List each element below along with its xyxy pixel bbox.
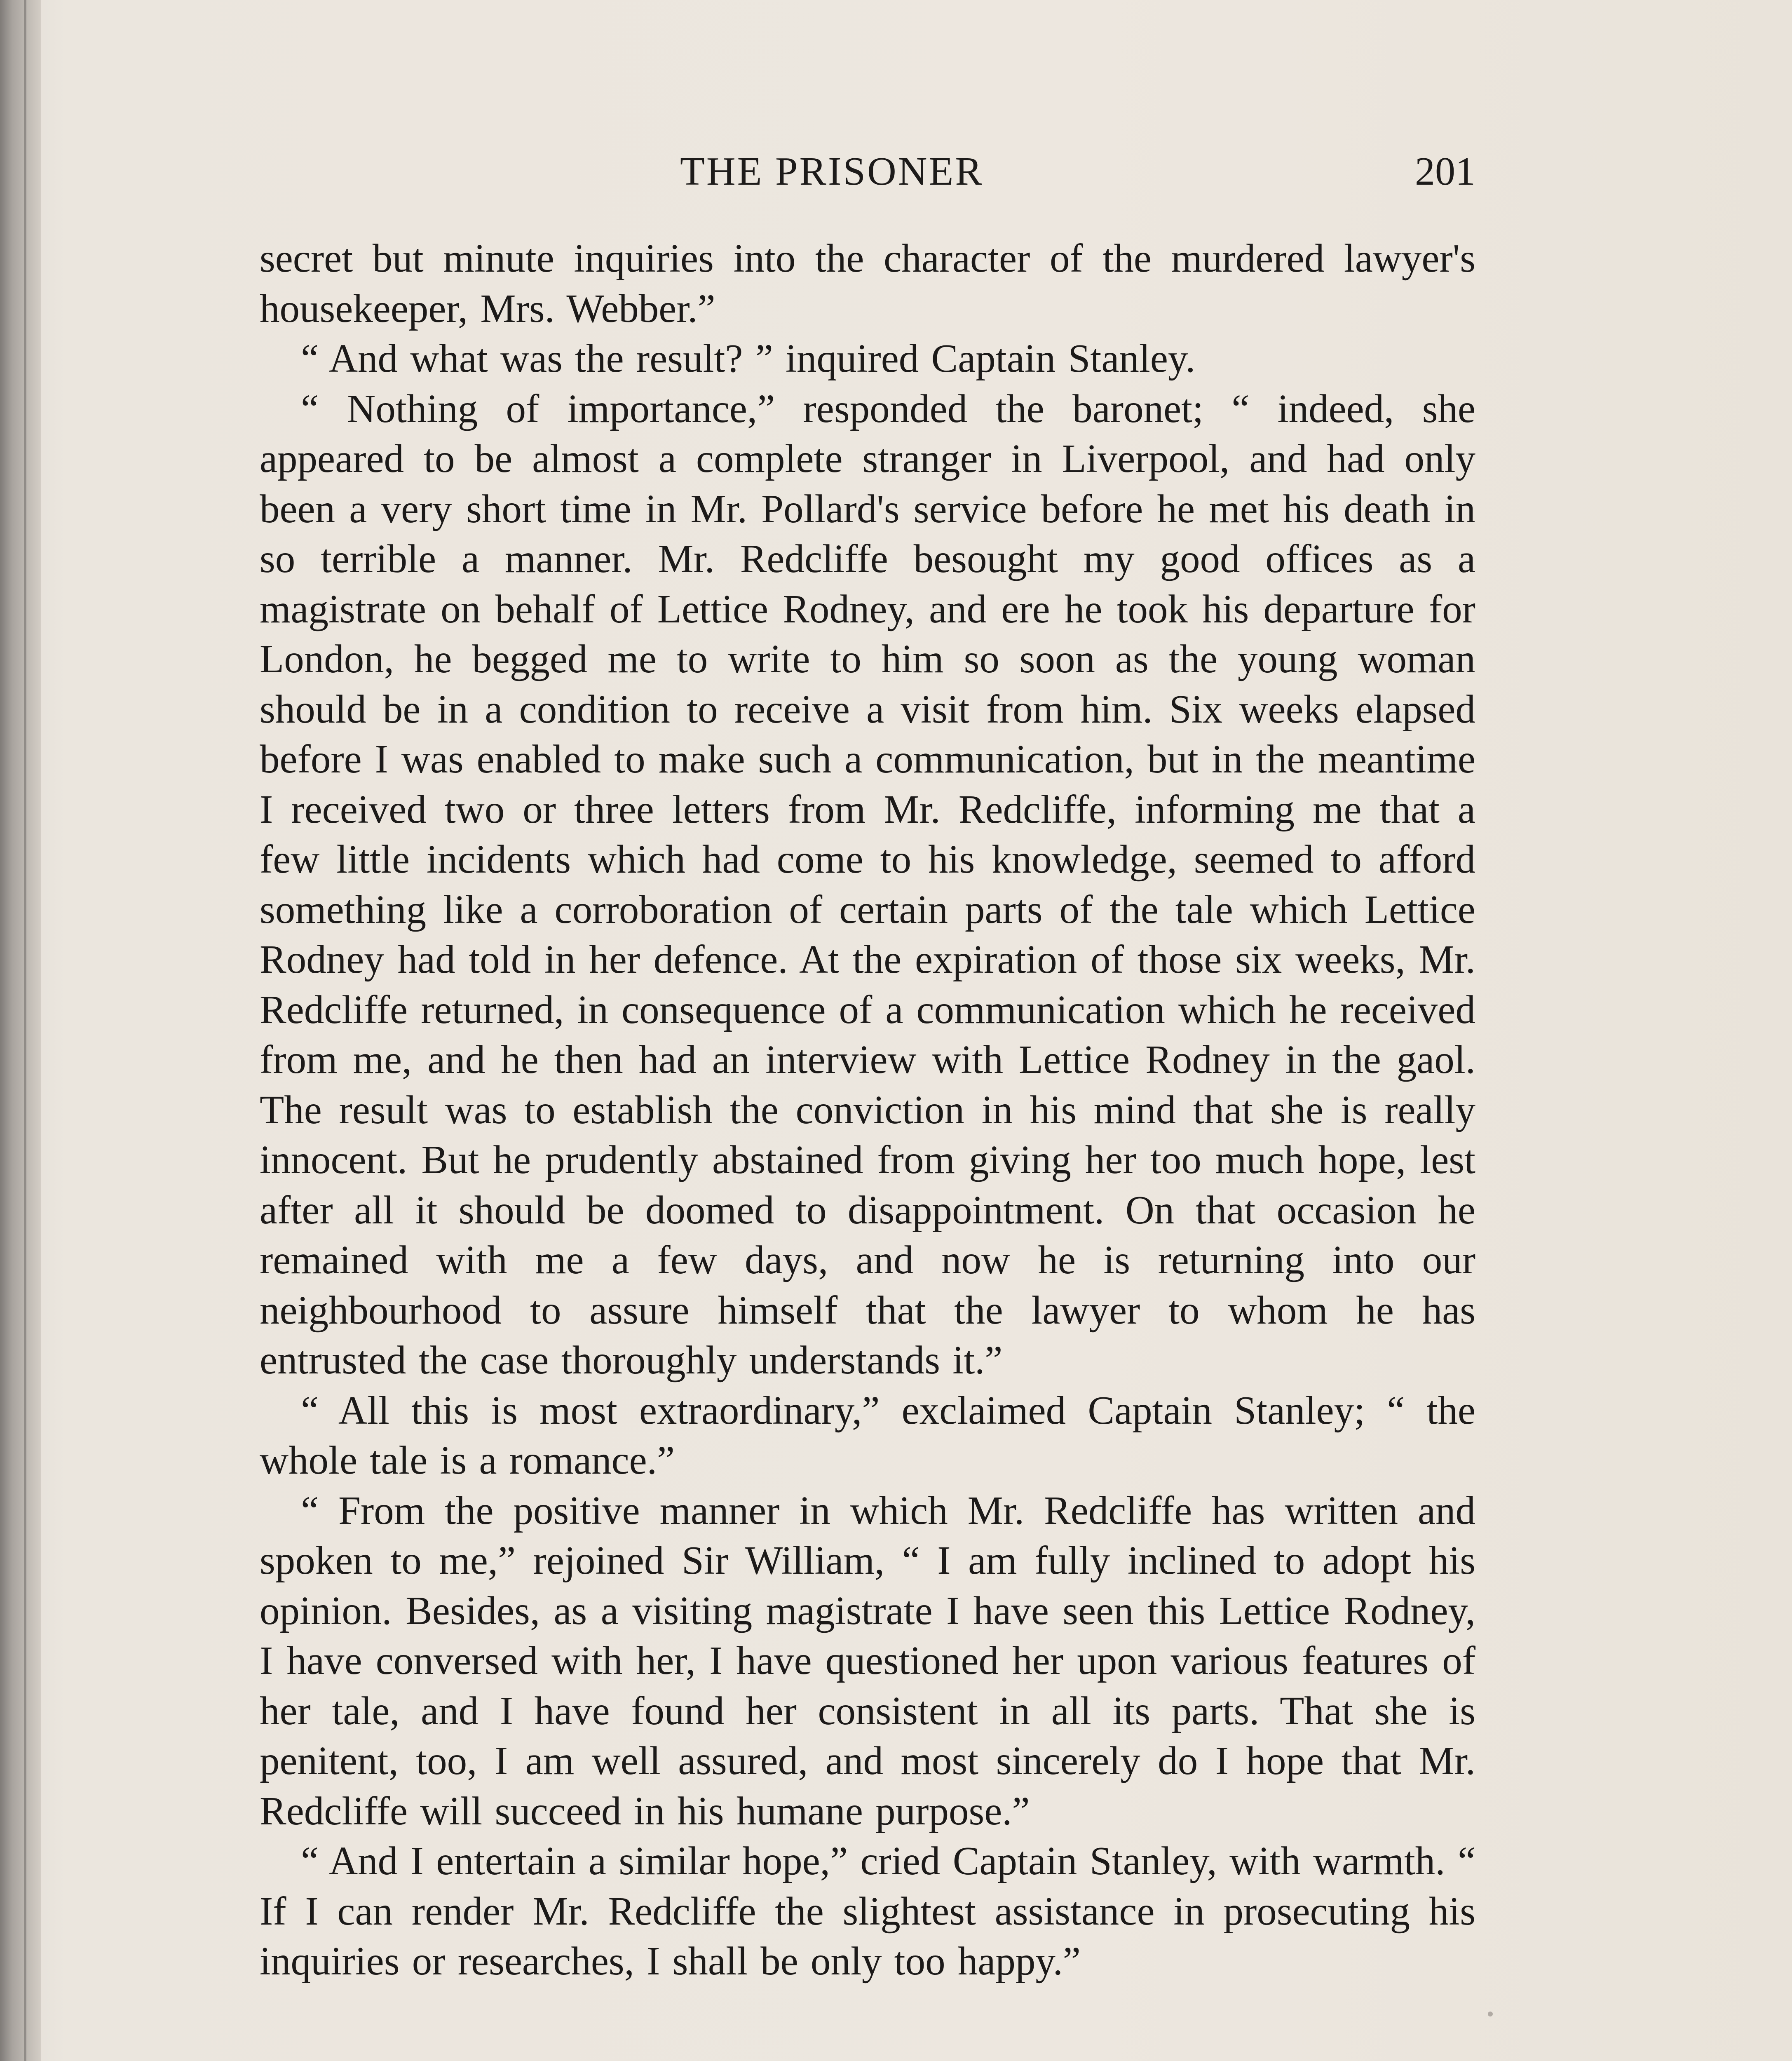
page-gutter	[0, 0, 41, 2061]
page-number: 201	[1415, 149, 1475, 194]
page-header	[260, 148, 1475, 202]
body-text	[260, 233, 1475, 1986]
paragraph: “ All this is most extraordinary,” exclaimed Captain Stanley; “ the whole tale is a romance.”	[260, 1388, 1475, 1482]
paragraph: “ And what was the result? ” inquired Captain Stanley.	[301, 336, 1196, 380]
paragraph: secret but minute inquiries into the character of the murdered lawyer's housekeeper, Mrs. Webber.”	[260, 236, 1475, 331]
paragraph: “ Nothing of importance,” responded the baronet; “ indeed, she appeared to be almost a complete stranger in Liverpool, and had only been a very short time in Mr. Pollard's service before he met his death in so terrible a manner. Mr. Redcliffe besought my good offices as a magistrate on behalf of Lettice Rodney, and ere he took his departure for London, he begged me to write to him so soon as the young woman should be in a condition to receive a visit from him. Six weeks elapsed before I was enabled to make such a communication, but in the meantime I received two or three letters from Mr. Redcliffe, informing me that a few little incidents which had come to his knowledge, seemed to afford something like a corroboration of certain parts of the tale which Lettice Rodney had told in her defence. At the expiration of those six weeks, Mr. Redcliffe returned, in consequence of a communication which he received from me, and he then had an interview with Lettice Rodney in the gaol. The result was to establish the conviction in his mind that she is really innocent. But he prudently abstained from giving her too much hope, lest after all it should be doomed to disappointment. On that occasion he remained with me a few days, and now he is returning into our neighbourhood to assure himself that the lawyer to whom he has entrusted the case thoroughly understands it.”	[260, 386, 1475, 1382]
binding-edge	[24, 0, 26, 2061]
running-head: THE PRISONER	[680, 149, 984, 194]
paper-speck	[1488, 2012, 1493, 2016]
paragraph: “ And I entertain a similar hope,” cried Captain Stanley, with warmth. “ If I can render Mr. Redcliffe the slightest assistance in prosecuting his inquiries or researches, I shall be only too happy.”	[260, 1839, 1475, 1983]
paragraph: “ From the positive manner in which Mr. Redcliffe has written and spoken to me,” rejoined Sir William, “ I am fully inclined to adopt his opinion. Besides, as a visiting magistrate I have seen this Lettice Rodney, I have conversed with her, I have questioned her upon various features of her tale, and I have found her consistent in all its parts. That she is penitent, too, I am well assured, and most sincerely do I hope that Mr. Redcliffe will succeed in his humane purpose.”	[260, 1488, 1475, 1833]
